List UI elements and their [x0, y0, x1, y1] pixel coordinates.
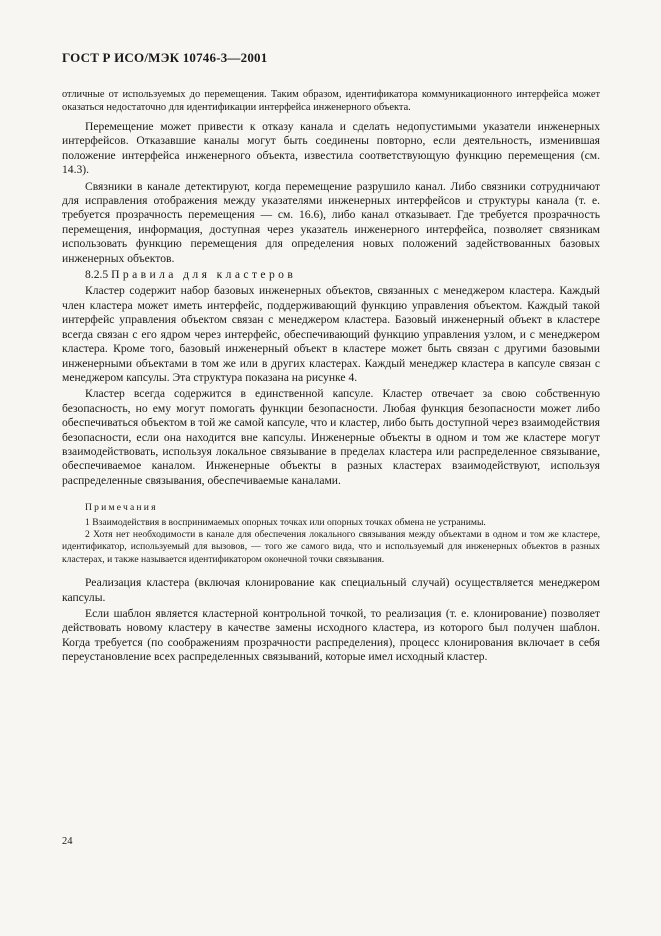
section-title: Правила для кластеров — [111, 268, 297, 282]
notes-title: Примечания — [85, 502, 158, 514]
paragraph-cluster-security: Кластер всегда содержится в единственной капсуле. Кластер отвечает за свою собственную безопасность, но ему могут помогать функции безопасности. Любая функция безопасности может либо обеспечиваться объектом в той же самой капсуле, что и кластер, либо быть доступной через взаимодействия безопасности, если она находится вне капсулы. Инженерные объекты в одном и том же кластере могут взаимодействовать, используя локальное связывание в пределах кластера или распределенное связывание, обеспечиваемое каналом. Инженерные объекты в разных кластерах взаимодействуют, используя распределенные связывания, обеспечиваемые каналами. — [62, 387, 600, 487]
main-text-continued — [62, 576, 600, 664]
paragraph-binders: Связники в канале детектируют, когда перемещение разрушило канал. Либо связники сотрудничают для исправления отображения между указателями инженерных интерфейсов и структуры канала (т. е. требуется прозрачность перемещения — см. 16.6), либо канал отказывает. Где требуется прозрачность перемещения, информация, доступная через указатель инженерного интерфейса, позволяет связникам использовать функцию перемещения для определения новых положений задействованных базовых инженерных объектов. — [62, 179, 600, 265]
main-text — [62, 88, 600, 488]
paragraph-cluster-checkpoint: Если шаблон является кластерной контрольной точкой, то реализация (т. е. клонирование) позволяет действовать новому кластеру в качестве замены исходного кластера, из которого был получен шаблон. Когда требуется (по соображениям прозрачности распределения), процесс клонирования включает в себя переустановление всех распределенных связываний, которые имел исходный кластер. — [62, 607, 600, 664]
continued-paragraph: отличные от используемых до перемещения. Таким образом, идентификатора коммуникационного интерфейса может оказаться недостаточно для идентификации интерфейса инженерного объекта. — [62, 89, 600, 113]
note-1: 1 Взаимодействия в воспринимаемых опорных точках или опорных точках обмена не устранимы. — [85, 516, 486, 528]
document-header: ГОСТ Р ИСО/МЭК 10746-3—2001 — [62, 50, 268, 65]
note-2: 2 Хотя нет необходимости в канале для обеспечения локального связывания между объектами в одном и том же кластере, идентификатор, используемый для вызовов, — того же самого вида, что и используемый для инженерных объектов в разных кластерах, и также называется идентификатором оконечной точки связывания. — [62, 528, 600, 565]
paragraph-cluster-instantiation: Реализация кластера (включая клонирование как специальный случай) осуществляется менеджером капсулы. — [62, 576, 600, 604]
section-number: 8.2.5 — [85, 268, 109, 282]
paragraph-cluster-contents: Кластер содержит набор базовых инженерных объектов, связанных с менеджером кластера. Каждый член кластера может иметь интерфейс, поддерживающий функцию управления объектом. Каждый такой интерфейс управления объектом связан с менеджером кластера. Базовый инженерный объект в кластере всегда связан с его ядром через интерфейс, обеспечивающий функцию управления узлом, и с менеджером кластера. Кроме того, базовый инженерный объект в кластере может быть связан с другими базовыми инженерными объектами в том же или в других кластерах. Каждый менеджер кластера в капсуле связан с менеджером капсулы. Эта структура показана на рисунке 4. — [62, 284, 600, 384]
section-heading — [62, 268, 600, 282]
document-page — [62, 50, 600, 665]
page-number: 24 — [62, 836, 73, 847]
paragraph-relocation: Перемещение может привести к отказу канала и сделать недопустимыми указатели инженерных интерфейсов. Отказавшие каналы могут быть соединены повторно, если деятельность, изменившая положение интерфейса инженерного объекта, известила соответствующую функцию перемещения (см. 14.3). — [62, 120, 600, 177]
notes-block — [62, 502, 600, 566]
